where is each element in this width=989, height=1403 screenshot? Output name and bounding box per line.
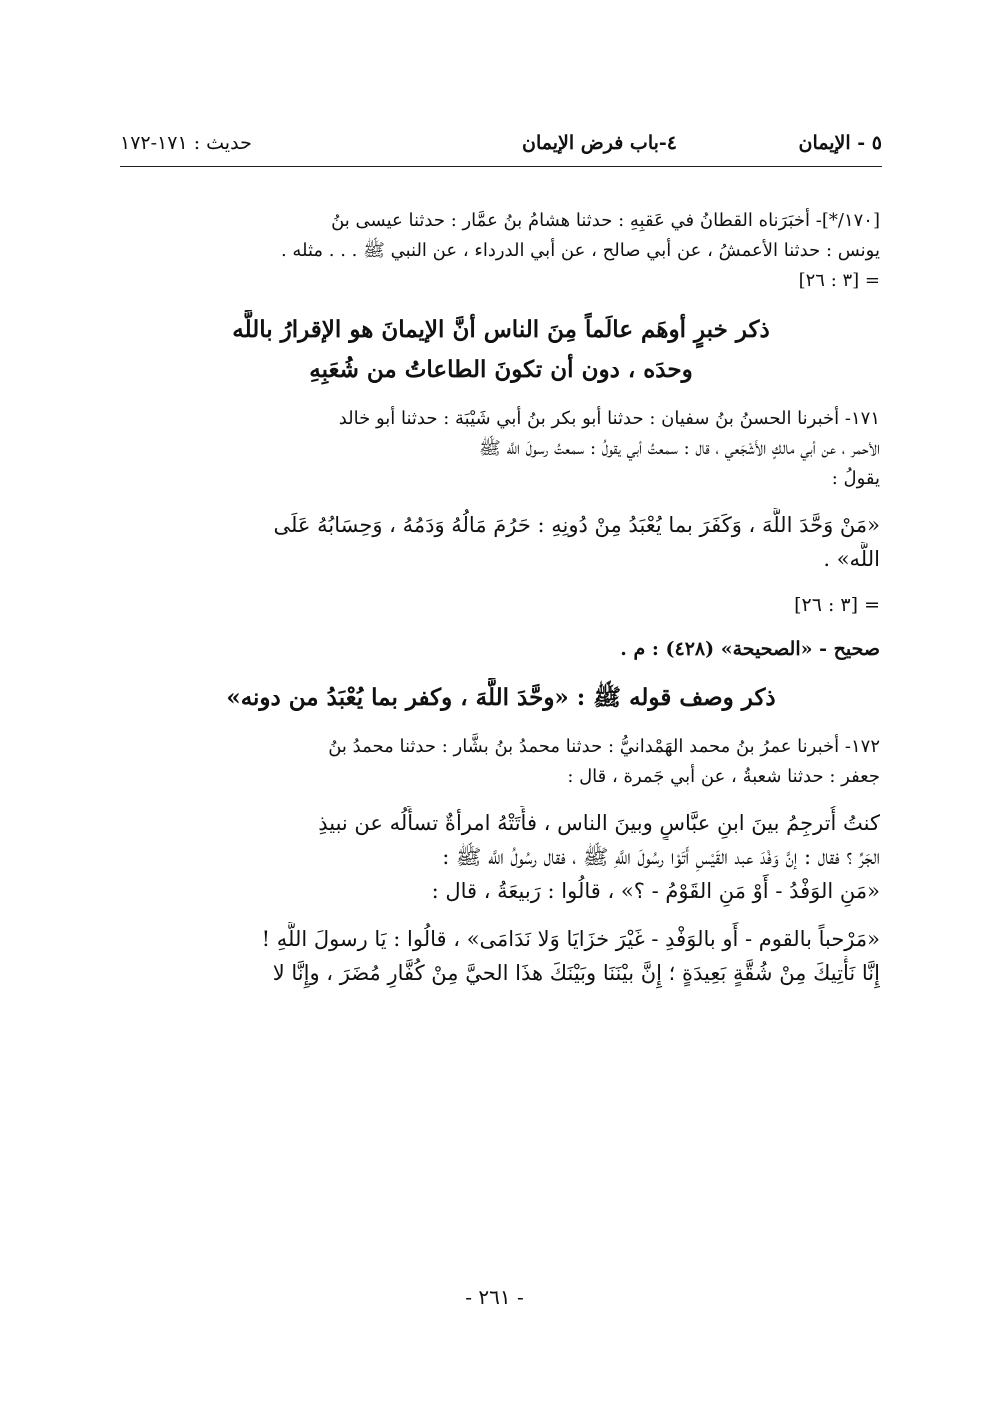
cross-reference: = [٣ : ٢٦] <box>794 594 880 616</box>
text-line: يونس : حدثنا الأعمشُ ، عن أبي صالح ، عن أبي الدرداء ، عن النبي ﷺ . . . مثله . <box>280 240 880 261</box>
header-divider <box>120 166 882 167</box>
chapter-heading-line-1: ذكر خبرٍ أوهَم عالَماً مِنَ الناس أنَّ الإيمانَ هو الإقرارُ باللَّه <box>232 316 770 343</box>
cross-reference: = [٣ : ٢٦] <box>798 270 880 291</box>
text-line: يقولُ : <box>831 468 880 489</box>
text-line: الأحمر ، عن أبي مالكٍ الأَشْجَعي ، قال : سمعتُ أبي يقولُ : سمعتُ رسولَ اللَّه ﷺ <box>479 438 880 459</box>
chapter-title: ٤-باب فرض الإيمان <box>522 132 677 154</box>
chapter-heading: ذكر وصف قوله ﷺ : «وحَّدَ اللَّهَ ، وكفر بما يُعْبَدُ من دونه» <box>226 684 776 711</box>
hadith-range: حديث : ١٧١-١٧٢ <box>120 132 252 154</box>
section-title: ٥ - الإيمان <box>798 132 882 154</box>
grading-line: صحيح - «الصحيحة» (٤٢٨) : م . <box>620 638 880 660</box>
hadith-matn: اللَّه» . <box>823 547 880 571</box>
text-line: «مَنِ الوَفْدُ - أَوْ مَنِ القَوْمُ - ؟» ، قالُوا : رَبيعَةُ ، قال : <box>431 879 880 903</box>
text-line: كنتُ أُترجِمُ بينَ ابنِ عبَّاسٍ وبينَ الناس ، فأَتَتْهُ امرأةٌ تسأَلُه عن نبيذِ <box>318 811 880 835</box>
text-line: الجَرِّ ؟ فقال : إنَّ وَفْدَ عبد القَيْسِ أَتَوْا رسُولَ اللَّهِ ﷺ ، فقال رسُولُ اللَّه ﷺ : <box>442 845 880 869</box>
text-line: «مَرْحباً بالقوم - أَو بالوَفْدِ - غَيْرَ خزَايَا وَلا نَدَامَى» ، قالُوا : يَا رسولَ اللَّهِ ! <box>261 927 880 951</box>
text-line: ١٧١- أخبرنا الحسنُ بنُ سفيان : حدثنا أبو بكر بنُ أبي شَيْبَة : حدثنا أبو خالد <box>338 408 880 429</box>
page-number: - ٢٦١ - <box>465 1285 524 1309</box>
page-body <box>122 206 880 990</box>
chapter-heading-line-2: وحدَه ، دون أن تكونَ الطاعاتُ من شُعَبِهِ <box>309 356 693 383</box>
text-line: ١٧٢- أخبرنا عمرُ بنُ محمد الهَمْدانيُّ : حدثنا محمدُ بنُ بشَّار : حدثنا محمدُ بنُ <box>328 736 880 757</box>
text-line: إِنَّا نَأْتِيكَ مِنْ شُقَّةٍ بَعِيدَةٍ ؛ إِنَّ بيْنَنَا وبَيْنَكَ هذَا الحيَّ مِنْ كُفَّارِ مُضَرَ ، وإِنَّا لا <box>272 961 880 985</box>
running-header <box>120 128 882 168</box>
text-line: [١٧٠/*]- أخبَرَناه القطانُ في عَقبِهِ : حدثنا هشامُ بنُ عمَّار : حدثنا عيسى بنُ <box>331 210 880 231</box>
text-line: جعفر : حدثنا شعبةُ ، عن أبي جَمرة ، قال : <box>567 766 880 787</box>
hadith-matn: «مَنْ وَحَّدَ اللَّهَ ، وَكَفَرَ بما يُعْبَدُ مِنْ دُونِهِ : حَرُمَ مَالُهُ وَدَمُهُ ، وَحِسَابُهُ عَلَى <box>273 513 880 537</box>
